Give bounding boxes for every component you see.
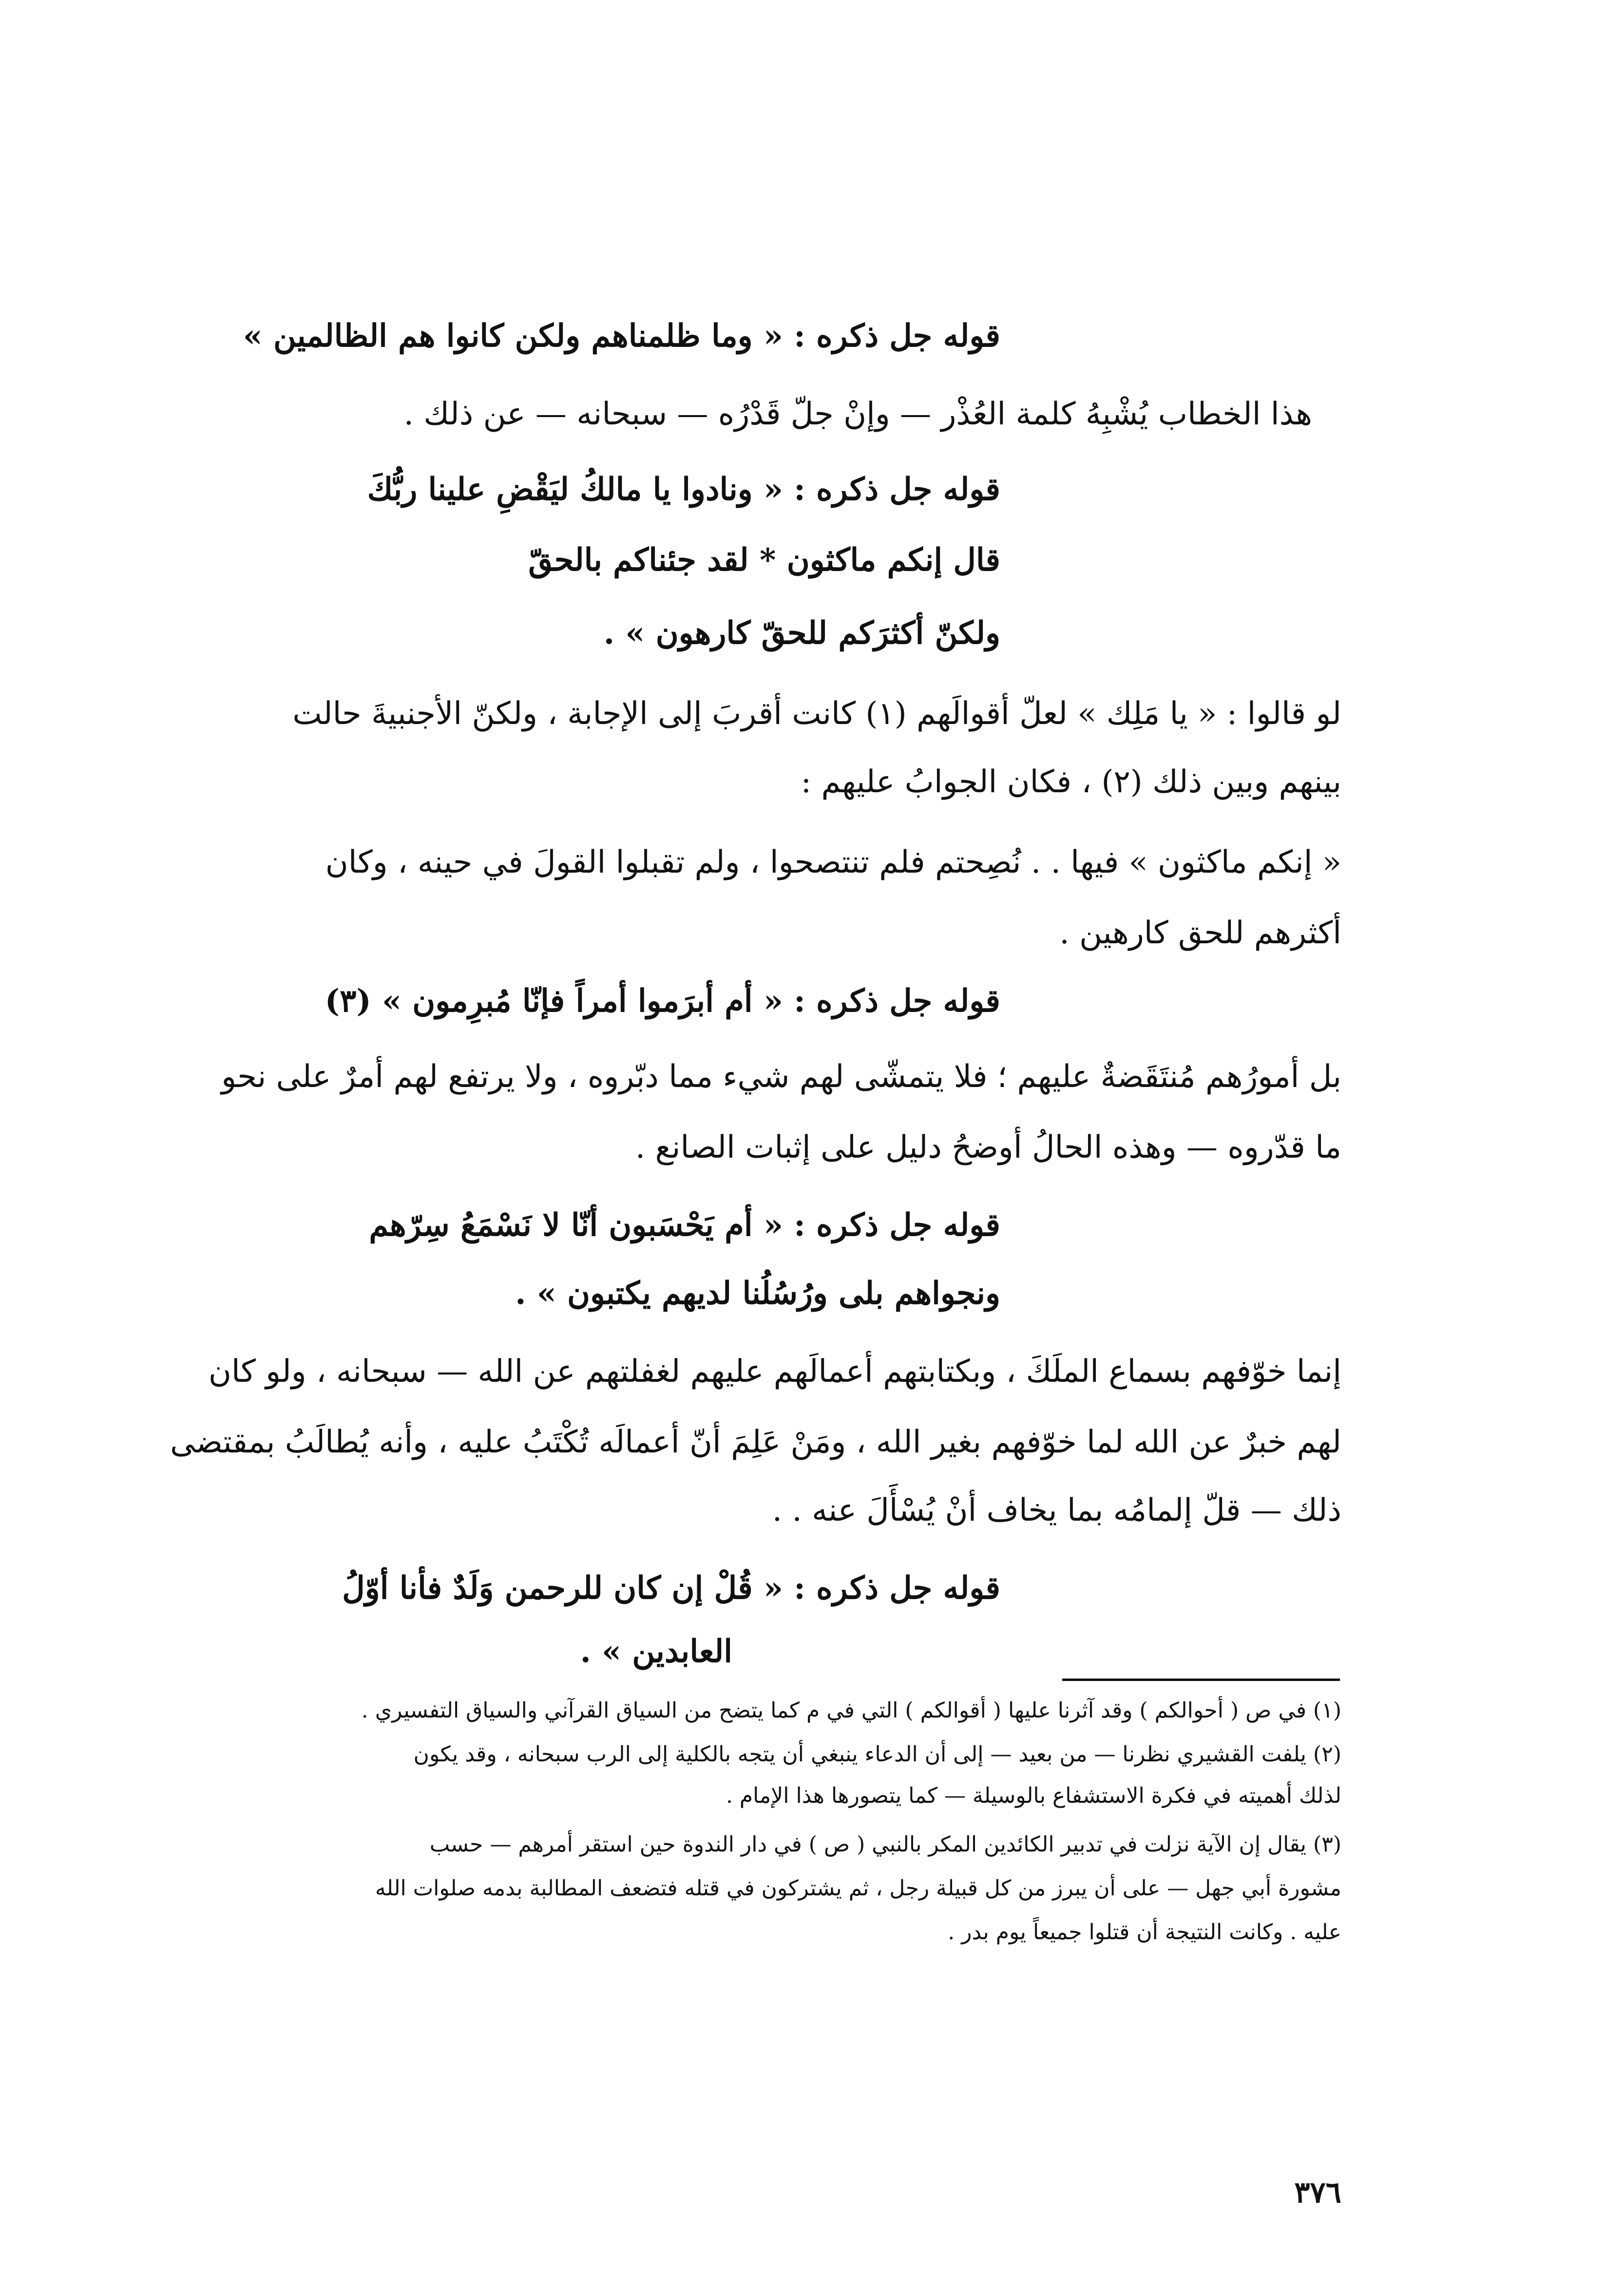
commentary-line: أكثرهم للحق كارهين . [1059, 915, 1341, 951]
verse-line: ولكنّ أكثرَكم للحقّ كارهون » . [603, 615, 1000, 651]
commentary-line: لو قالوا : « يا مَلِك » لعلّ أقوالَهم (١) كانت أقربَ إلى الإجابة ، ولكنّ الأجنبيةَ حالت [292, 696, 1341, 732]
footnote: (١) في ص ( أحوالكم ) وقد آثرنا عليها ( أقوالكم ) التي في م كما يتضح من السياق القرآني والسياق التفسيري . [361, 1698, 1341, 1723]
commentary-line: « إنكم ماكثون » فيها . . نُصِحتم فلم تنتصحوا ، ولم تقبلوا القولَ في حينه ، وكان [325, 844, 1341, 880]
verse-heading: قوله جل ذكره : « أم أبرَموا أمراً فإنّا مُبرِمون » (٣) [325, 983, 1000, 1019]
page-number: ٣٧٦ [1294, 2176, 1341, 2210]
footnote-separator [1062, 1679, 1340, 1681]
verse-heading: قوله جل ذكره : « وما ظلمناهم ولكن كانوا هم الظالمين » [243, 318, 1000, 354]
commentary-line: لهم خبرٌ عن الله لما خوّفهم بغير الله ، ومَنْ عَلِمَ أنّ أعمالَه تُكْتَبُ عليه ، وأنه يُطالَبُ بمقتضى [170, 1424, 1341, 1460]
commentary-line: هذا الخطاب يُشْبِهُ كلمة العُذْر — وإنْ جلّ قَدْرُه — سبحانه — عن ذلك . [403, 396, 1312, 432]
verse-line: العابدين » . [580, 1633, 732, 1670]
verse-line: قال إنكم ماكثون * لقد جئناكم بالحقّ [528, 542, 1000, 578]
verse-heading: قوله جل ذكره : « أم يَحْسَبون أنّا لا نَسْمَعُ سِرّهم [369, 1207, 1000, 1243]
verse-line: ونجواهم بلى ورُسُلُنا لديهم يكتبون » . [515, 1275, 1000, 1312]
footnote: (٢) يلفت القشيري نظرنا — من بعيد — إلى أن الدعاء ينبغي أن يتجه بالكلية إلى الرب سبحانه ، وقد يكون [413, 1742, 1341, 1767]
commentary-line: بينهم وبين ذلك (٢) ، فكان الجوابُ عليهم : [801, 764, 1341, 800]
commentary-line: إنما خوّفهم بسماع الملَكَ ، وبكتابتهم أعمالَهم عليهم لغفلتهم عن الله — سبحانه ، ولو كان [208, 1354, 1341, 1390]
commentary-line: ما قدّروه — وهذه الحالُ أوضحُ دليل على إثبات الصانع . [635, 1129, 1341, 1165]
footnote: لذلك أهميته في فكرة الاستشفاع بالوسيلة — كما يتصورها هذا الإمام . [726, 1783, 1341, 1808]
commentary-line: ذلك — قلّ إلمامُه بما يخاف أنْ يُسْأَلَ عنه . . [772, 1492, 1341, 1528]
footnote: (٣) يقال إن الآية نزلت في تدبير الكائدين المكر بالنبي ( ص ) في دار الندوة حين استقر أمرهم — حسب [429, 1832, 1341, 1857]
verse-heading: قوله جل ذكره : « قُلْ إن كان للرحمن وَلَدٌ فأنا أوّلُ [342, 1570, 1000, 1606]
verse-heading: قوله جل ذكره : « ونادوا يا مالكُ ليَقْضِ علينا ربُّكَ [367, 471, 1000, 508]
commentary-line: بل أمورُهم مُنتَقَضةٌ عليهم ؛ فلا يتمشّى لهم شيء مما دبّروه ، ولا يرتفع لهم أمرٌ على نحو [221, 1059, 1341, 1095]
footnote: عليه . وكانت النتيجة أن قتلوا جميعاً يوم بدر . [948, 1920, 1341, 1945]
footnote: مشورة أبي جهل — على أن يبرز من كل قبيلة رجل ، ثم يشتركون في قتله فتضعف المطالبة بدمه صلوات الله [375, 1876, 1341, 1901]
